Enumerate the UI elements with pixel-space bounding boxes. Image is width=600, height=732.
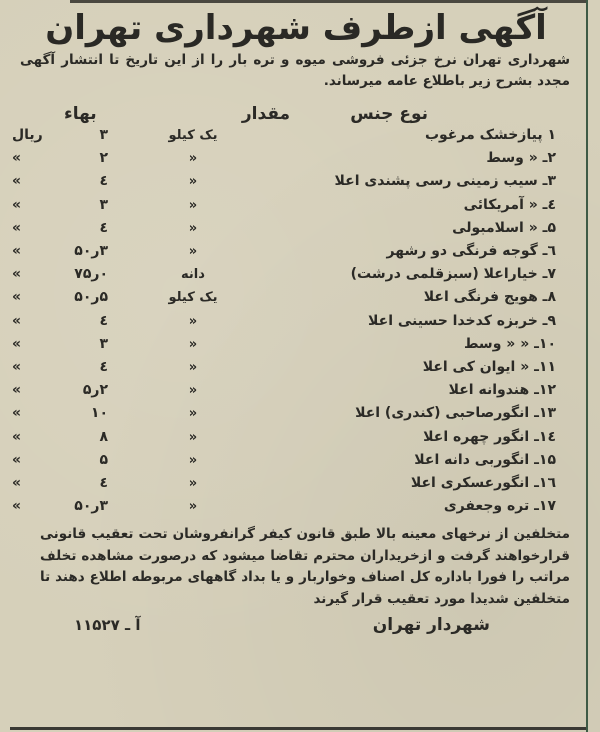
announcement: [14, 0, 578, 636]
table-row: [14, 356, 578, 379]
item-number: ۲ـ: [542, 150, 556, 167]
item-label: « اسلامبولی: [452, 219, 538, 236]
price-table-header: [14, 104, 578, 124]
item-quantity: یک کیلو: [168, 290, 218, 306]
item-name: [278, 472, 578, 495]
price-unit: «: [12, 428, 22, 445]
item-number: ۱۷ـ: [534, 498, 556, 515]
price-value: ۰ر۷۵: [74, 266, 108, 283]
table-row: [14, 240, 578, 263]
item-number: ۱٦ـ: [534, 474, 556, 491]
penalty-notice: متخلفین از نرخهای معینه بالا طبق قانون کیفر گرانفروشان تحت تعقیب قانونی قرارخواهند گرفت و ازخریداران محترم تقاضا میشود که درصورت مشاهده تخلف مراتب را فورا باداره کل اصناف وخواربار و یا بداد گاههای مربوطه اطلاع دهند تا متخلفین شدیدا مورد تعقیب قرار گیرند: [40, 526, 570, 607]
item-number: ۱۱ـ: [534, 358, 556, 375]
ad-number: آ ـ ۱۱۵۲۷: [74, 616, 141, 635]
table-row: [14, 310, 578, 333]
price-table-body: [14, 124, 578, 518]
item-quantity: «: [188, 383, 198, 399]
item-quantity: «: [188, 244, 198, 260]
item-label: خربزه کدخدا حسینی اعلا: [368, 312, 538, 329]
price-value: ٤: [99, 474, 108, 491]
item-label: گوجه فرنگی دو رشهر: [386, 243, 538, 260]
item-name: [278, 379, 578, 402]
item-number: ۱٤ـ: [534, 428, 556, 445]
table-row: [14, 217, 578, 240]
price-unit: «: [12, 266, 22, 283]
header-price: بهاء: [64, 104, 97, 124]
table-row: [14, 124, 578, 147]
item-price: [0, 286, 108, 309]
table-row: [14, 425, 578, 448]
right-border-rule: [586, 0, 588, 732]
item-quantity: «: [188, 475, 198, 491]
price-value: ۵ر۵۰: [74, 289, 108, 306]
item-price: [0, 170, 108, 193]
item-number: ۱۳ـ: [534, 405, 556, 422]
header-item-type: نوع جنس: [350, 104, 428, 124]
table-row: [14, 402, 578, 425]
item-name: [278, 194, 578, 217]
item-price: [0, 333, 108, 356]
price-unit: «: [12, 405, 22, 422]
announcement-title: آگهی ازطرف شهرداری تهران: [45, 8, 547, 48]
price-unit: «: [12, 219, 22, 236]
item-quantity: «: [188, 359, 198, 375]
item-name: [278, 495, 578, 518]
price-unit: ریال: [12, 127, 43, 144]
item-label: هندوانه اعلا: [448, 382, 530, 399]
item-quantity: «: [188, 197, 198, 213]
price-unit: «: [12, 382, 22, 399]
intro-paragraph: شهرداری تهران نرخ جزئی فروشی میوه و تره بار را از این تاریخ تا انتشار آگهی مجدد بشرح زیر باطلاع عامه میرساند.: [20, 52, 570, 89]
item-price: [0, 472, 108, 495]
item-number: ۸ـ: [542, 289, 556, 306]
item-label: پیازخشک مرغوب: [424, 127, 543, 144]
price-value: ۱۰: [90, 405, 108, 422]
item-name: [278, 240, 578, 263]
item-price: [0, 240, 108, 263]
price-unit: «: [12, 474, 22, 491]
item-number: ٤ـ: [542, 196, 556, 213]
item-number: ۳ـ: [542, 173, 556, 190]
table-row: [14, 449, 578, 472]
item-price: [0, 124, 108, 147]
item-name: [278, 286, 578, 309]
item-name: [278, 426, 578, 449]
price-value: ۵: [99, 451, 108, 468]
price-value: ۳: [99, 127, 108, 144]
item-number: ٦ـ: [542, 243, 556, 260]
price-value: ۳ر۵۰: [74, 498, 108, 515]
item-price: [0, 495, 108, 518]
item-label: خیاراعلا (سبزقلمی درشت): [350, 266, 538, 283]
table-row: [14, 379, 578, 402]
item-price: [0, 356, 108, 379]
price-unit: «: [12, 358, 22, 375]
price-value: ۳: [99, 335, 108, 352]
item-quantity: «: [188, 406, 198, 422]
item-label: « آمریکائی: [463, 196, 538, 213]
announcement-footer: [14, 614, 578, 636]
item-number: ۷ـ: [542, 266, 556, 283]
item-name: [278, 263, 578, 286]
price-unit: «: [12, 289, 22, 306]
item-number: ۱۵ـ: [534, 451, 556, 468]
price-value: ٤: [99, 173, 108, 190]
table-row: [14, 333, 578, 356]
item-quantity: «: [188, 429, 198, 445]
price-value: ۳ر۵۰: [74, 243, 108, 260]
price-value: ۳: [99, 196, 108, 213]
item-label: « وسط: [486, 150, 538, 167]
item-name: [278, 147, 578, 170]
item-price: [0, 426, 108, 449]
price-value: ۲: [99, 150, 108, 167]
price-unit: «: [12, 335, 22, 352]
item-quantity: «: [188, 313, 198, 329]
header-quantity: مقدار: [241, 104, 291, 124]
price-value: ٤: [99, 219, 108, 236]
price-unit: «: [12, 196, 22, 213]
item-quantity: «: [188, 499, 198, 515]
item-name: [278, 217, 578, 240]
item-label: « « وسط: [463, 335, 530, 352]
item-price: [0, 402, 108, 425]
price-unit: «: [12, 243, 22, 260]
price-unit: «: [12, 150, 22, 167]
item-label: « ایوان کی اعلا: [422, 358, 530, 375]
item-name: [278, 402, 578, 425]
table-row: [14, 263, 578, 286]
item-price: [0, 449, 108, 472]
bottom-border-rule: [10, 727, 586, 730]
table-row: [14, 194, 578, 217]
table-row: [14, 286, 578, 309]
item-quantity: «: [188, 336, 198, 352]
price-value: ٤: [99, 358, 108, 375]
item-name: [278, 170, 578, 193]
price-unit: «: [12, 173, 22, 190]
item-label: انگوربی دانه اعلا: [414, 451, 530, 468]
table-row: [14, 472, 578, 495]
price-unit: «: [12, 451, 22, 468]
price-value: ۸: [99, 428, 108, 445]
item-quantity: دانه: [181, 267, 205, 283]
item-price: [0, 147, 108, 170]
item-label: هویج فرنگی اعلا: [423, 289, 538, 306]
item-quantity: «: [188, 220, 198, 236]
item-label: انگور چهره اعلا: [423, 428, 530, 445]
price-unit: «: [12, 312, 22, 329]
table-row: [14, 170, 578, 193]
item-number: ۹ـ: [542, 312, 556, 329]
item-quantity: یک کیلو: [168, 128, 218, 144]
table-row: [14, 147, 578, 170]
item-price: [0, 263, 108, 286]
item-name: [278, 449, 578, 472]
item-price: [0, 194, 108, 217]
item-number: ۵ـ: [542, 219, 556, 236]
item-label: تره وجعفری: [443, 498, 530, 515]
item-quantity: «: [188, 452, 198, 468]
price-value: ۲ر۵: [82, 382, 108, 399]
price-unit: «: [12, 498, 22, 515]
item-quantity: «: [188, 174, 198, 190]
item-price: [0, 310, 108, 333]
item-name: [278, 124, 578, 147]
price-value: ٤: [99, 312, 108, 329]
item-name: [278, 356, 578, 379]
item-label: انگورعسکری اعلا: [410, 474, 530, 491]
table-row: [14, 495, 578, 518]
item-quantity: «: [188, 151, 198, 167]
item-number: ۱۲ـ: [534, 382, 556, 399]
item-label: سیب زمینی رسی پشندی اعلا: [334, 173, 538, 190]
item-label: انگورصاحبی (کندری) اعلا: [355, 405, 530, 422]
item-price: [0, 379, 108, 402]
item-price: [0, 217, 108, 240]
item-name: [278, 333, 578, 356]
signature: شهردار تهران: [372, 615, 490, 636]
item-name: [278, 310, 578, 333]
item-number: ۱: [547, 127, 556, 144]
item-number: ۱۰ـ: [534, 335, 556, 352]
